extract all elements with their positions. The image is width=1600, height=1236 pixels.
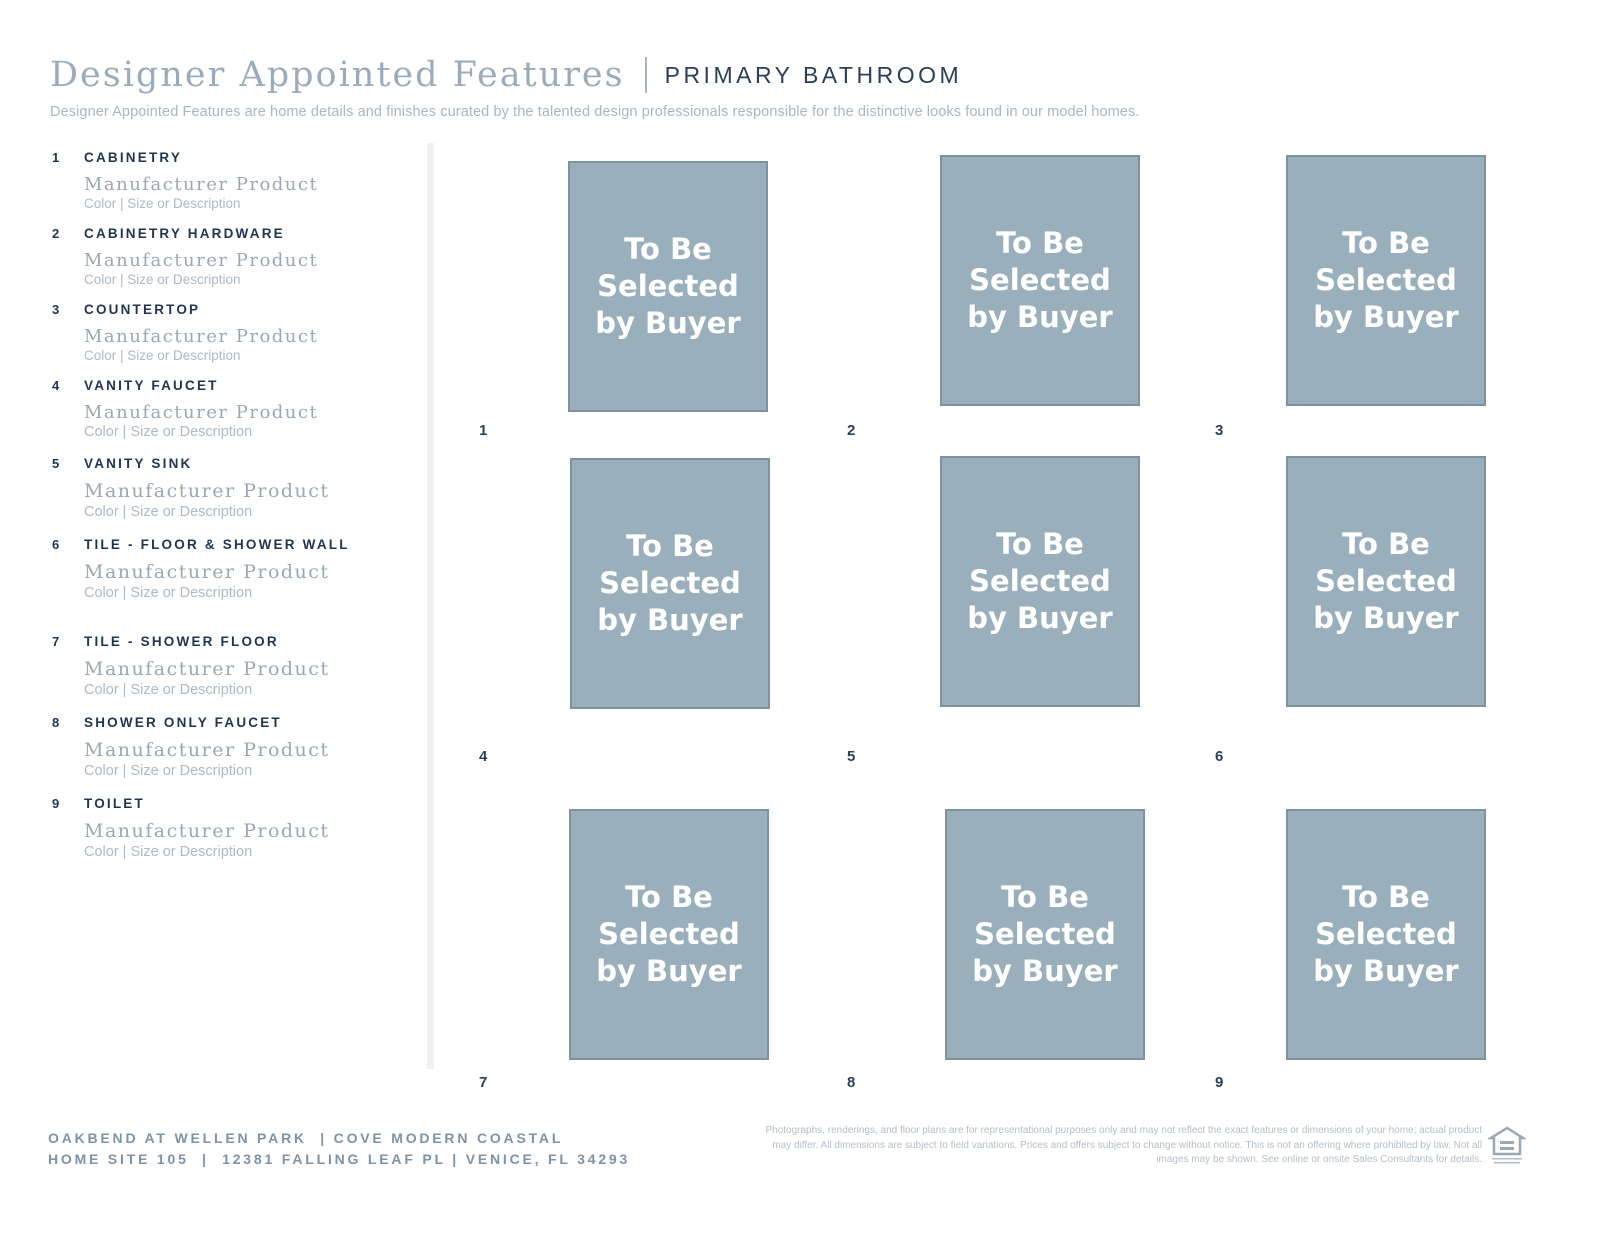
swatch-number: 1 bbox=[479, 422, 488, 439]
swatch-label-line: Selected bbox=[974, 917, 1116, 951]
title-divider bbox=[645, 57, 647, 93]
swatch-number: 2 bbox=[847, 422, 856, 439]
swatch-placeholder bbox=[569, 809, 769, 1060]
swatch-label-line: by Buyer bbox=[972, 954, 1118, 988]
swatch-placeholder bbox=[1286, 456, 1486, 707]
swatch-label-line: Selected bbox=[597, 269, 739, 303]
swatch-label bbox=[1301, 225, 1471, 336]
feature-name: TOILET bbox=[84, 796, 145, 811]
feature-name: VANITY FAUCET bbox=[84, 378, 219, 393]
swatch-label-line: Selected bbox=[1315, 917, 1457, 951]
swatch-label-line: by Buyer bbox=[1313, 601, 1459, 635]
swatch-number: 5 bbox=[847, 748, 856, 765]
feature-name: CABINETRY bbox=[84, 150, 183, 165]
swatch-label-line: Selected bbox=[598, 917, 740, 951]
feature-description: Color | Size or Description bbox=[84, 844, 253, 860]
swatch-label-line: by Buyer bbox=[597, 603, 743, 637]
swatch-label bbox=[960, 879, 1130, 990]
swatch-label-line: by Buyer bbox=[1313, 300, 1459, 334]
feature-number: 4 bbox=[52, 378, 60, 393]
feature-number: 3 bbox=[52, 302, 60, 317]
swatch-label-line: Selected bbox=[599, 566, 741, 600]
swatch-number: 4 bbox=[479, 748, 488, 765]
intro-text: Designer Appointed Features are home details and finishes curated by the talented design professionals responsible for the distinctive looks found in our model homes. bbox=[50, 104, 1140, 120]
swatch-label-line: Selected bbox=[1315, 263, 1457, 297]
swatch-label-line: To Be bbox=[1342, 527, 1430, 561]
community-line: OAKBEND AT WELLEN PARK | COVE MODERN COASTAL bbox=[48, 1130, 564, 1146]
swatch-label-line: by Buyer bbox=[595, 306, 741, 340]
swatch-label-line: To Be bbox=[1001, 880, 1089, 914]
swatch-placeholder bbox=[1286, 155, 1486, 406]
swatch-label-line: by Buyer bbox=[596, 954, 742, 988]
swatch-number: 9 bbox=[1215, 1074, 1224, 1091]
swatch-label-line: To Be bbox=[996, 226, 1084, 260]
feature-name: SHOWER ONLY FAUCET bbox=[84, 715, 282, 730]
swatch-label bbox=[955, 225, 1125, 336]
feature-product: Manufacturer Product bbox=[84, 174, 319, 195]
swatch-placeholder bbox=[1286, 809, 1486, 1060]
feature-product: Manufacturer Product bbox=[84, 820, 330, 842]
swatch-placeholder bbox=[945, 809, 1145, 1060]
feature-description: Color | Size or Description bbox=[84, 348, 241, 363]
page-title: Designer Appointed Features bbox=[50, 55, 625, 95]
swatch-number: 8 bbox=[847, 1074, 856, 1091]
swatch-number: 6 bbox=[1215, 748, 1224, 765]
community-address bbox=[48, 1128, 630, 1170]
equal-housing-opportunity-icon bbox=[1488, 1124, 1526, 1166]
feature-product: Manufacturer Product bbox=[84, 739, 330, 761]
feature-number: 9 bbox=[52, 796, 60, 811]
swatch-label bbox=[1301, 526, 1471, 637]
swatch-label bbox=[583, 231, 753, 342]
feature-description: Color | Size or Description bbox=[84, 424, 253, 440]
swatch-label-line: Selected bbox=[969, 263, 1111, 297]
feature-description: Color | Size or Description bbox=[84, 763, 253, 779]
feature-number: 2 bbox=[52, 226, 60, 241]
feature-product: Manufacturer Product bbox=[84, 326, 319, 347]
feature-product: Manufacturer Product bbox=[84, 658, 330, 680]
title-row bbox=[50, 52, 1550, 98]
vertical-divider bbox=[427, 143, 434, 1069]
feature-description: Color | Size or Description bbox=[84, 504, 253, 520]
feature-name: VANITY SINK bbox=[84, 456, 193, 471]
feature-number: 1 bbox=[52, 150, 60, 165]
swatch-label-line: To Be bbox=[626, 529, 714, 563]
swatch-label bbox=[1301, 879, 1471, 990]
feature-product: Manufacturer Product bbox=[84, 402, 319, 423]
page-header bbox=[50, 52, 1550, 120]
swatch-placeholder bbox=[570, 458, 770, 709]
feature-number: 7 bbox=[52, 634, 60, 649]
swatch-label-line: To Be bbox=[1342, 226, 1430, 260]
swatch-label-line: To Be bbox=[996, 527, 1084, 561]
swatch-label-line: by Buyer bbox=[967, 601, 1113, 635]
feature-number: 8 bbox=[52, 715, 60, 730]
room-subtitle: PRIMARY BATHROOM bbox=[664, 61, 963, 88]
feature-product: Manufacturer Product bbox=[84, 480, 330, 502]
swatch-number: 3 bbox=[1215, 422, 1224, 439]
swatch-label-line: by Buyer bbox=[967, 300, 1113, 334]
swatch-label-line: by Buyer bbox=[1313, 954, 1459, 988]
feature-name: TILE - SHOWER FLOOR bbox=[84, 634, 279, 649]
swatch-label-line: To Be bbox=[625, 880, 713, 914]
feature-description: Color | Size or Description bbox=[84, 682, 253, 698]
feature-product: Manufacturer Product bbox=[84, 250, 319, 271]
swatch-label bbox=[585, 528, 755, 639]
swatch-label bbox=[955, 526, 1125, 637]
swatch-label-line: To Be bbox=[624, 232, 712, 266]
feature-number: 6 bbox=[52, 537, 60, 552]
swatch-label-line: To Be bbox=[1342, 880, 1430, 914]
feature-name: COUNTERTOP bbox=[84, 302, 201, 317]
feature-product: Manufacturer Product bbox=[84, 561, 330, 583]
feature-description: Color | Size or Description bbox=[84, 585, 253, 601]
swatch-placeholder bbox=[568, 161, 768, 412]
feature-description: Color | Size or Description bbox=[84, 196, 241, 211]
address-line: HOME SITE 105 | 12381 FALLING LEAF PL | VENICE, FL 34293 bbox=[48, 1151, 631, 1167]
legal-disclaimer: Photographs, renderings, and floor plans are for representational purposes only and may not reflect the exact features or dimensions of your home; actual product may differ. All dimensions are subject to field variations. Prices and offers subject to change without notice. This is not an offering where prohibited by law. Not all images may be shown. See online or onsite Sales Consultants for details. bbox=[765, 1125, 1482, 1165]
swatch-label-line: Selected bbox=[1315, 564, 1457, 598]
feature-name: TILE - FLOOR & SHOWER WALL bbox=[84, 537, 350, 552]
feature-description: Color | Size or Description bbox=[84, 272, 241, 287]
swatch-number: 7 bbox=[479, 1074, 488, 1091]
swatch-placeholder bbox=[940, 456, 1140, 707]
swatch-placeholder bbox=[940, 155, 1140, 406]
swatch-label-line: Selected bbox=[969, 564, 1111, 598]
feature-name: CABINETRY HARDWARE bbox=[84, 226, 285, 241]
feature-number: 5 bbox=[52, 456, 60, 471]
swatch-label bbox=[584, 879, 754, 990]
